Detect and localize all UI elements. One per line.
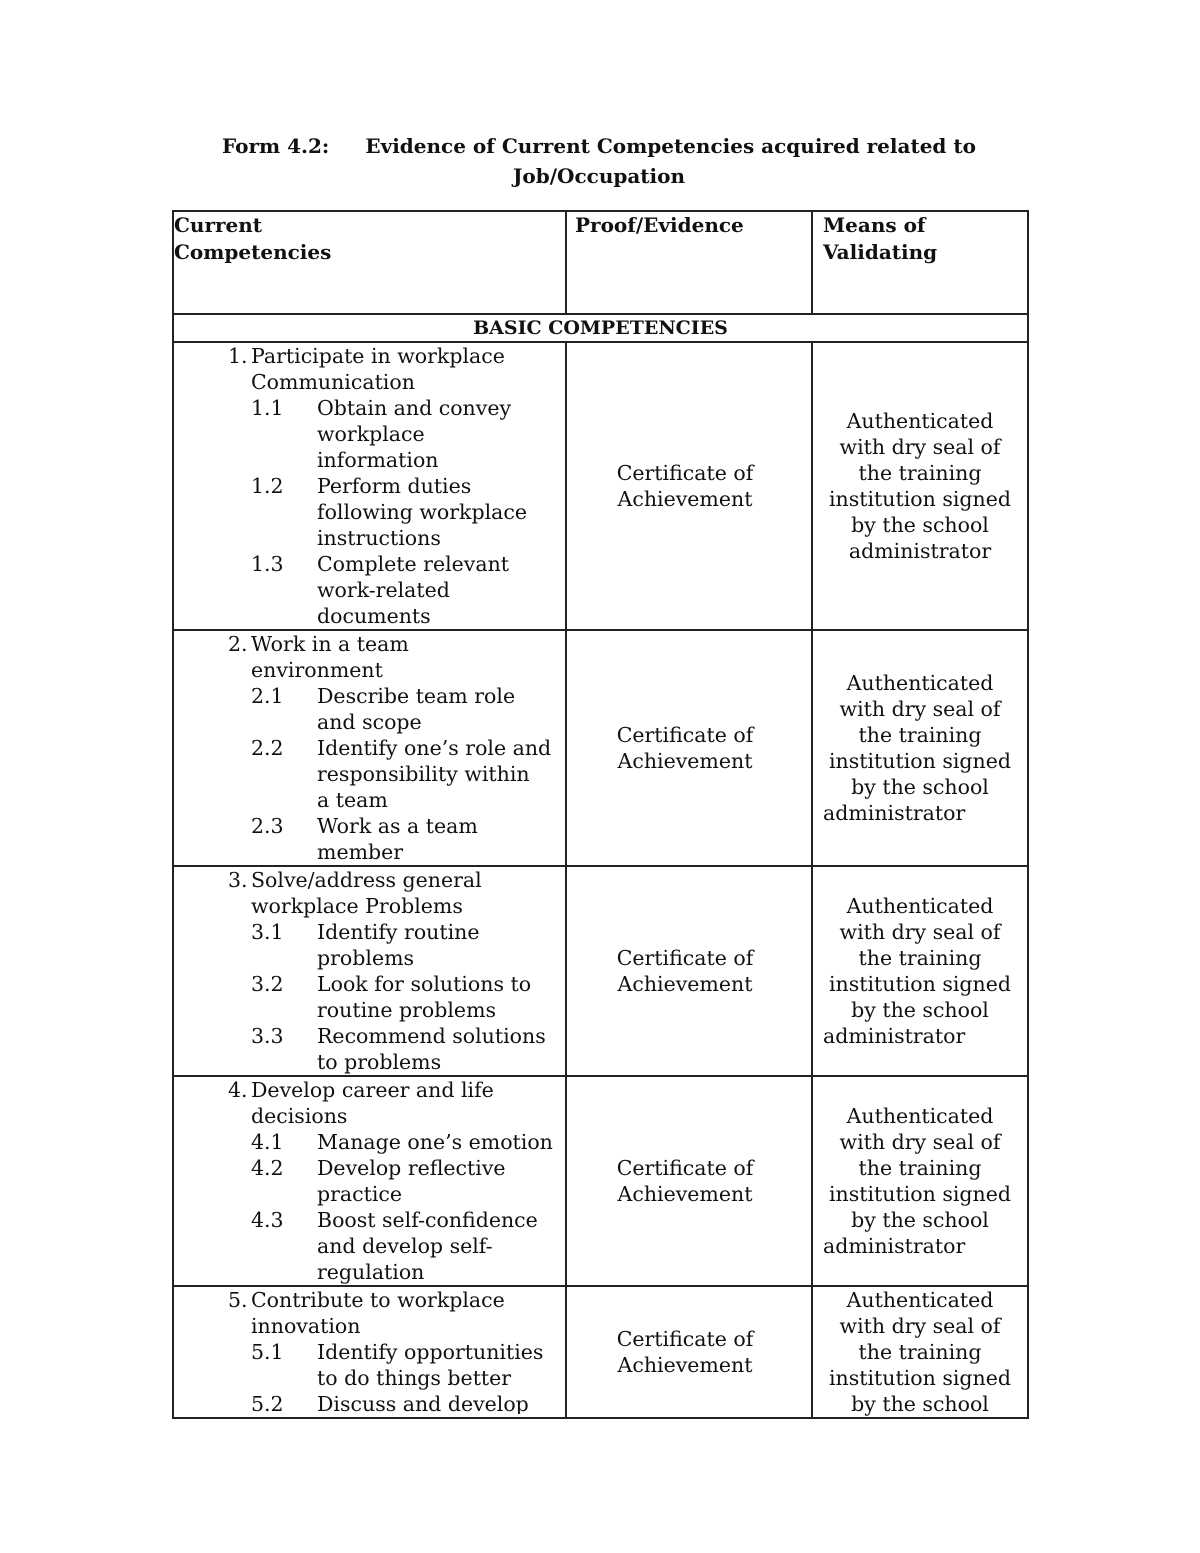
sub-competency-line: Work as a team <box>317 814 478 838</box>
sub-competency-line: following workplace <box>317 500 527 524</box>
sub-competency-line: Identify one’s role and <box>317 736 552 760</box>
sub-competency-line: Perform duties <box>317 474 472 498</box>
sub-competency-line: to do things better <box>317 1366 512 1390</box>
sub-competency-line: regulation <box>317 1260 425 1284</box>
means-line: Authenticated <box>846 1104 994 1128</box>
sub-competency-line: Discuss and develop <box>317 1392 529 1414</box>
form-title-text: Evidence of Current Competencies acquired related to <box>365 134 976 158</box>
means-line: by the school <box>851 513 989 537</box>
means-line: Authenticated <box>846 671 994 695</box>
sub-competency <box>174 735 565 813</box>
proof-line: Achievement <box>617 1182 753 1206</box>
means-line: the training <box>858 461 982 485</box>
sub-competency-number: 4.3 <box>251 1208 284 1232</box>
sub-competency-line: Describe team role <box>317 684 516 708</box>
sub-competency <box>174 395 565 473</box>
sub-competency-line: workplace <box>317 422 425 446</box>
competency-title-line: Develop career and life <box>251 1078 494 1102</box>
sub-competency <box>174 1155 565 1207</box>
sub-competency-line: practice <box>317 1182 403 1206</box>
sub-competency-number: 1.2 <box>251 474 284 498</box>
competency-title-line: Solve/address general <box>251 868 482 892</box>
means-line: by the school <box>851 775 989 799</box>
sub-competency-line: member <box>317 840 404 864</box>
means-line: by the school <box>851 1208 989 1232</box>
sub-competency-number: 2.1 <box>251 684 284 708</box>
sub-competency-number: 5.2 <box>251 1392 284 1414</box>
means-line: Authenticated <box>846 409 994 433</box>
sub-competency <box>174 551 565 629</box>
competencies-table <box>172 210 1029 1419</box>
competency-number: 4. <box>228 1078 248 1102</box>
table-row <box>173 1076 1028 1286</box>
sub-competency-line: Identify opportunities <box>317 1340 544 1364</box>
sub-competency-line: work-related <box>317 578 450 602</box>
sub-competency-number: 3.2 <box>251 972 284 996</box>
means-line: administrator <box>848 539 992 563</box>
means-line: with dry seal of <box>839 920 1001 944</box>
section-title: BASIC COMPETENCIES <box>173 314 1028 342</box>
sub-competency-line: Look for solutions to <box>317 972 532 996</box>
sub-competency-line: Obtain and convey <box>317 396 512 420</box>
sub-competency-line: responsibility within <box>317 762 530 786</box>
means-line: with dry seal of <box>839 1314 1001 1338</box>
sub-competency-line: Boost self-confidence <box>317 1208 538 1232</box>
table-row <box>173 630 1028 866</box>
proof-line: Achievement <box>617 487 753 511</box>
competency-title <box>174 1077 565 1129</box>
column-header-means-of-validating: Means of Validating <box>812 211 1028 314</box>
competency-title-line: Work in a team <box>251 632 409 656</box>
competency-title <box>174 867 565 919</box>
sub-competency <box>174 683 565 735</box>
competency-title <box>174 1287 565 1339</box>
means-line: by the school <box>851 998 989 1022</box>
proof-line: Certificate of <box>616 1327 754 1351</box>
competency-cell <box>173 1286 566 1418</box>
sub-competency-number: 1.1 <box>251 396 284 420</box>
competency-title-line: Participate in workplace <box>251 344 505 368</box>
proof-line: Achievement <box>617 749 753 773</box>
competency-cell <box>173 630 566 866</box>
means-line: the training <box>858 723 982 747</box>
sub-competency <box>174 1129 565 1155</box>
proof-evidence-cell <box>566 342 812 630</box>
means-of-validating-cell <box>812 342 1028 630</box>
sub-competency-line: to problems <box>317 1050 442 1074</box>
sub-competency-number: 5.1 <box>251 1340 284 1364</box>
means-of-validating-cell <box>812 866 1028 1076</box>
competency-title-line: environment <box>251 658 383 682</box>
means-line: institution signed <box>828 972 1012 996</box>
sub-competency <box>174 971 565 1023</box>
means-line: administrator <box>823 801 966 825</box>
sub-competency-line: documents <box>317 604 431 628</box>
sub-competency-line: and develop self- <box>317 1234 493 1258</box>
proof-line: Achievement <box>617 972 753 996</box>
means-of-validating-cell <box>812 1286 1028 1418</box>
proof-evidence-cell <box>566 1076 812 1286</box>
competency-title-line: innovation <box>251 1314 361 1338</box>
means-line: Authenticated <box>846 894 994 918</box>
sub-competency-number: 2.3 <box>251 814 284 838</box>
column-header-current-competencies: Current Competencies <box>173 211 566 314</box>
means-line: institution signed <box>828 749 1012 773</box>
sub-competency-line: problems <box>317 946 415 970</box>
form-title-line2: Job/Occupation <box>512 164 686 188</box>
means-line: with dry seal of <box>839 435 1001 459</box>
form-title <box>172 131 1026 191</box>
competency-title-line: Communication <box>251 370 415 394</box>
competency-number: 5. <box>228 1288 248 1312</box>
means-line: institution signed <box>828 1182 1012 1206</box>
sub-competency <box>174 1339 565 1391</box>
table-row <box>173 342 1028 630</box>
proof-line: Certificate of <box>616 723 754 747</box>
sub-competency-line: Identify routine <box>317 920 480 944</box>
means-line: Authenticated <box>846 1288 994 1312</box>
sub-competency <box>174 919 565 971</box>
means-line: institution signed <box>828 487 1012 511</box>
sub-competency-number: 3.1 <box>251 920 284 944</box>
proof-line: Certificate of <box>616 1156 754 1180</box>
form-number: Form 4.2: <box>222 134 330 158</box>
competency-cell <box>173 866 566 1076</box>
means-line: the training <box>858 1156 982 1180</box>
means-line: with dry seal of <box>839 1130 1001 1154</box>
means-line: with dry seal of <box>839 697 1001 721</box>
section-header-row <box>173 314 1028 342</box>
sub-competency-number: 4.2 <box>251 1156 284 1180</box>
proof-line: Achievement <box>617 1353 753 1377</box>
means-line: the training <box>858 946 982 970</box>
sub-competency <box>174 473 565 551</box>
means-of-validating-cell <box>812 1076 1028 1286</box>
means-line: administrator <box>823 1234 966 1258</box>
table-row <box>173 1286 1028 1418</box>
sub-competency-line: and scope <box>317 710 422 734</box>
competency-title <box>174 343 565 395</box>
competency-cell <box>173 342 566 630</box>
table-row <box>173 866 1028 1076</box>
competency-cell <box>173 1076 566 1286</box>
competency-number: 1. <box>228 344 248 368</box>
proof-evidence-cell <box>566 866 812 1076</box>
competency-number: 2. <box>228 632 248 656</box>
sub-competency <box>174 813 565 865</box>
sub-competency-line: Develop reflective <box>317 1156 506 1180</box>
sub-competency-line: Recommend solutions <box>317 1024 546 1048</box>
competency-title-line: Contribute to workplace <box>251 1288 505 1312</box>
sub-competency-line: a team <box>317 788 388 812</box>
competency-number: 3. <box>228 868 248 892</box>
column-header-proof-evidence: Proof/Evidence <box>566 211 812 314</box>
sub-competency-number: 2.2 <box>251 736 284 760</box>
sub-competency-number: 4.1 <box>251 1130 284 1154</box>
means-line: administrator <box>823 1024 966 1048</box>
means-of-validating-cell <box>812 630 1028 866</box>
proof-line: Certificate of <box>616 461 754 485</box>
sub-competency-line: information <box>317 448 439 472</box>
competency-title-line: decisions <box>251 1104 348 1128</box>
sub-competency-number: 1.3 <box>251 552 284 576</box>
means-line: institution signed <box>828 1366 1012 1390</box>
sub-competency-line: routine problems <box>317 998 497 1022</box>
sub-competency <box>174 1023 565 1075</box>
header-row <box>173 211 1028 314</box>
proof-evidence-cell <box>566 1286 812 1418</box>
competency-title-line: workplace Problems <box>251 894 463 918</box>
sub-competency-number: 3.3 <box>251 1024 284 1048</box>
proof-evidence-cell <box>566 630 812 866</box>
sub-competency <box>174 1207 565 1285</box>
sub-competency-line: instructions <box>317 526 441 550</box>
sub-competency-line: Complete relevant <box>317 552 510 576</box>
competency-title <box>174 631 565 683</box>
means-line: the training <box>858 1340 982 1364</box>
sub-competency-line: Manage one’s emotion <box>317 1130 553 1154</box>
means-line: by the school <box>851 1392 989 1416</box>
proof-line: Certificate of <box>616 946 754 970</box>
sub-competency <box>174 1391 565 1414</box>
